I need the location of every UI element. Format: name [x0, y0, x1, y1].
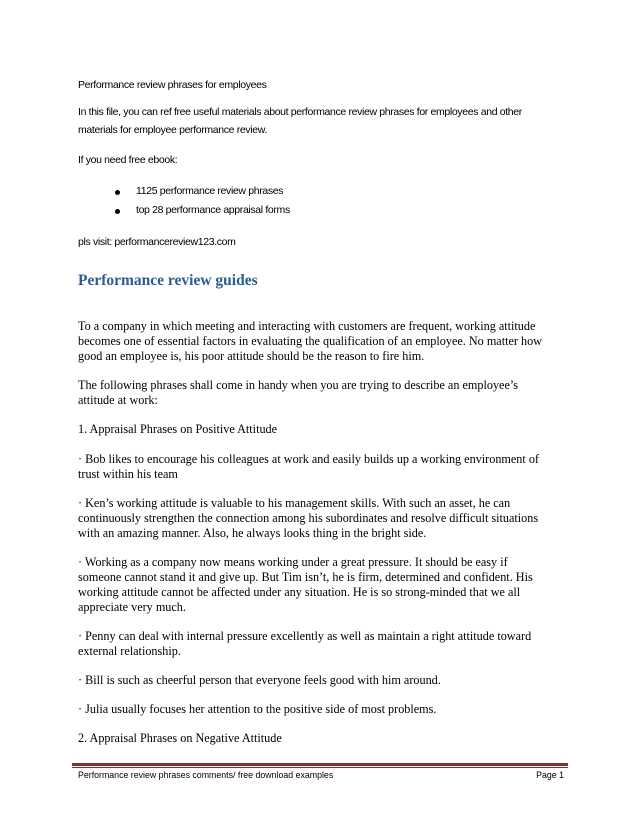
footer-divider — [72, 763, 568, 766]
bullet-dot-icon — [115, 190, 120, 195]
list-item-line: someone cannot stand it and give up. But Tim isn’t, he is firm, determined and confident. His — [78, 570, 533, 584]
list-item-line: appreciate very much. — [78, 600, 186, 614]
intro-title: Performance review phrases for employees — [78, 79, 267, 91]
ebook-prompt: If you need free ebook: — [78, 154, 178, 166]
subheading-positive: 1. Appraisal Phrases on Positive Attitude — [78, 422, 278, 436]
paragraph-line: attitude at work: — [78, 393, 158, 407]
list-item-line: continuously strengthen the connection among his subordinates and resolve difficult situations — [78, 511, 539, 525]
list-item-line: · Bob likes to encourage his colleagues at work and easily builds up a working environment of — [78, 452, 539, 466]
list-item-line: external relationship. — [78, 644, 181, 658]
list-item-line: with an amazing manner. Also, he always looks thing in the bright side. — [78, 526, 427, 540]
paragraph-line: To a company in which meeting and interacting with customers are frequent, working attitude — [78, 319, 536, 333]
paragraph-line: becomes one of essential factors in evaluating the qualification of an employee. No matter how — [78, 334, 542, 348]
visit-line: pls visit: performancereview123.com — [78, 236, 236, 248]
bullet-dot-icon — [115, 209, 120, 214]
list-item-line: · Penny can deal with internal pressure excellently as well as maintain a right attitude toward — [78, 629, 532, 643]
list-item-line: · Julia usually focuses her attention to the positive side of most problems. — [78, 702, 437, 716]
subheading-negative: 2. Appraisal Phrases on Negative Attitude — [78, 731, 282, 745]
bullet-item: top 28 performance appraisal forms — [136, 204, 290, 216]
bullet-item: 1125 performance review phrases — [136, 185, 284, 197]
list-item-line: · Bill is such as cheerful person that everyone feels good with him around. — [78, 673, 441, 687]
paragraph-line: good an employee is, his poor attitude should be the reason to fire him. — [78, 349, 425, 363]
footer-text: Performance review phrases comments/ free download examples — [78, 770, 334, 780]
intro-line-2: materials for employee performance review. — [78, 124, 267, 136]
paragraph-line: The following phrases shall come in handy when you are trying to describe an employee’s — [78, 378, 518, 392]
list-item-line: · Working as a company now means working under a great pressure. It should be easy if — [78, 555, 508, 569]
list-item-line: · Ken’s working attitude is valuable to his management skills. With such an asset, he can — [78, 496, 511, 510]
list-item-line: trust within his team — [78, 467, 178, 481]
page-number: Page 1 — [536, 770, 564, 780]
footer-divider — [72, 767, 568, 768]
list-item-line: working attitude cannot be affected under any situation. He is so strong-minded that we all — [78, 585, 521, 599]
intro-line-1: In this file, you can ref free useful materials about performance review phrases for employees and other — [78, 106, 522, 118]
section-heading: Performance review guides — [78, 272, 258, 289]
